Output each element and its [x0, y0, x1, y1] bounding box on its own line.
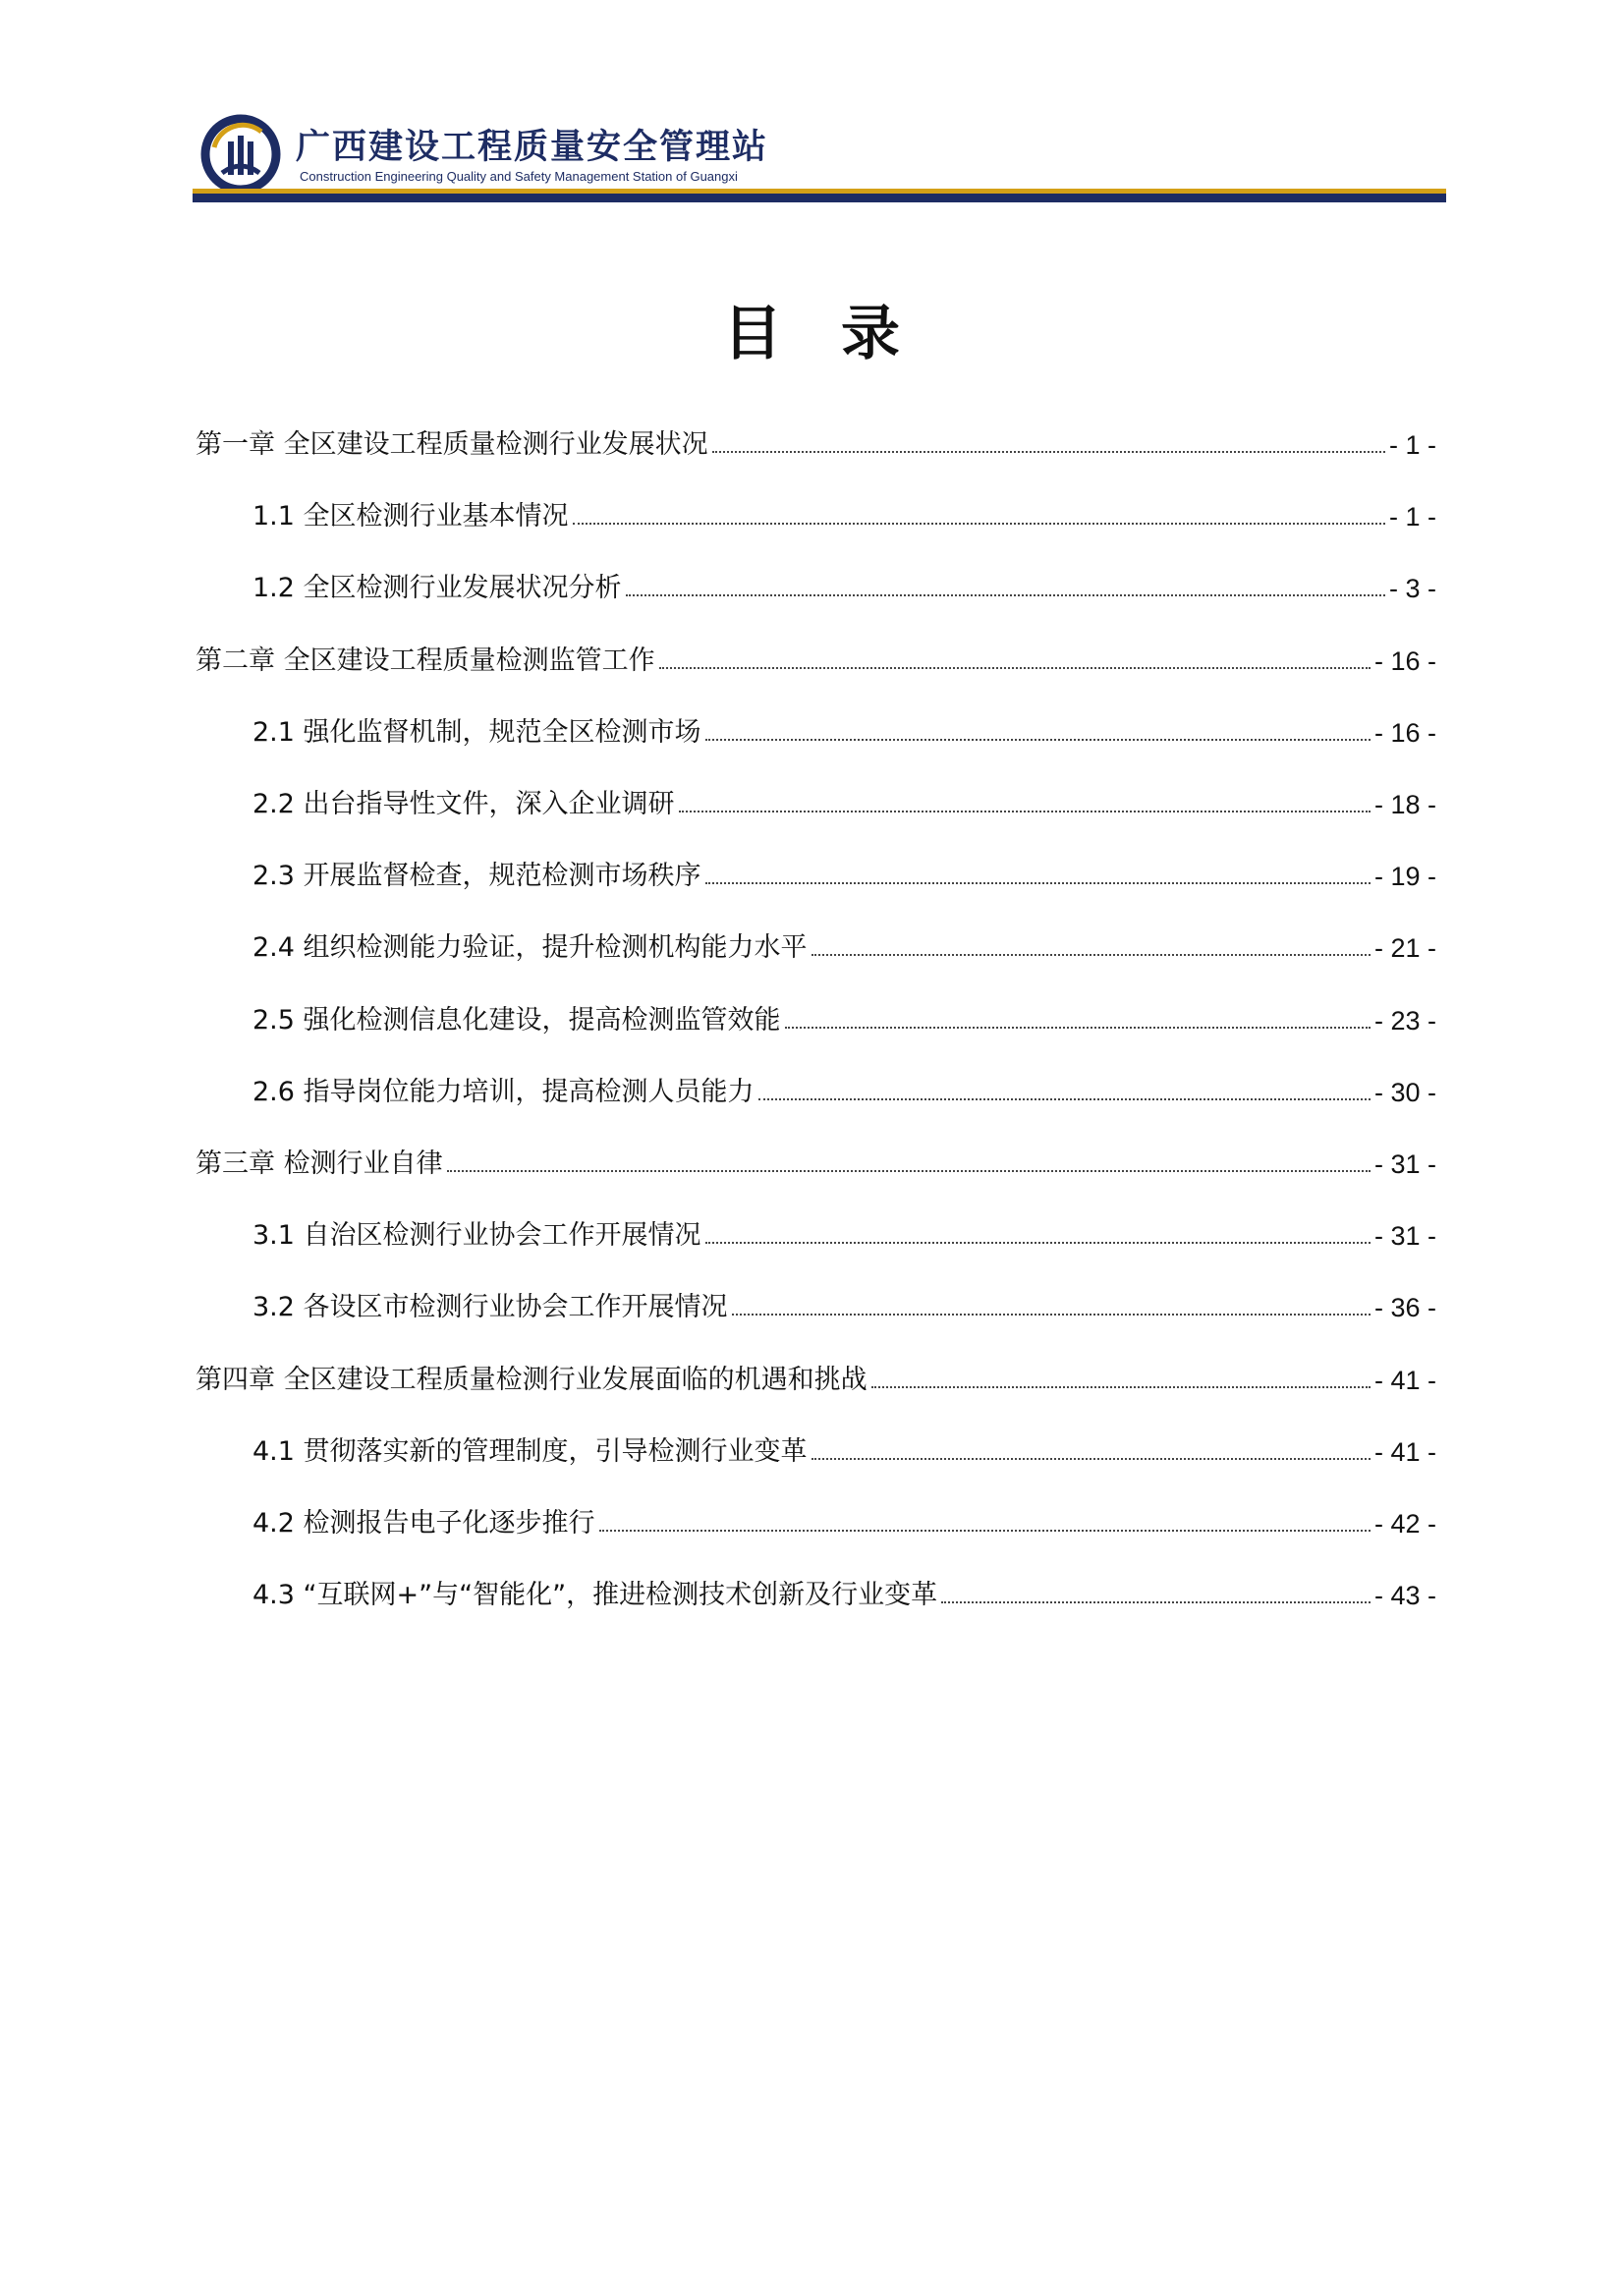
- toc-dot-leader: [705, 1241, 1371, 1244]
- toc-dot-leader: [599, 1529, 1371, 1532]
- toc-page-number: - 41 -: [1373, 1436, 1436, 1467]
- toc-entry-label: 2.1 强化监督机制，规范全区检测市场: [252, 716, 701, 748]
- toc-dot-leader: [812, 1457, 1371, 1460]
- toc-page-number: - 16 -: [1373, 717, 1436, 748]
- header-rule-navy: [193, 194, 1446, 202]
- toc-section-entry[interactable]: [252, 849, 1436, 892]
- toc-entry-label: 2.4 组织检测能力验证，提升检测机构能力水平: [252, 932, 808, 964]
- toc-entry-label: 3.1 自治区检测行业协会工作开展情况: [252, 1220, 701, 1252]
- toc-dot-leader: [626, 593, 1385, 596]
- toc-entry-label: 第二章 全区建设工程质量检测监管工作: [196, 644, 655, 676]
- toc-section-entry[interactable]: [252, 1065, 1436, 1108]
- toc-dot-leader: [785, 1026, 1371, 1029]
- toc-entry-label: 2.3 开展监督检查，规范检测市场秩序: [252, 861, 701, 892]
- toc-page-number: - 31 -: [1373, 1221, 1436, 1252]
- toc-dot-leader: [679, 810, 1371, 812]
- toc-dot-leader: [705, 738, 1371, 741]
- toc-chapter-entry[interactable]: [196, 1137, 1436, 1180]
- toc-section-entry[interactable]: [252, 1568, 1436, 1611]
- org-name-en: Construction Engineering Quality and Safety Management Station of Guangxi: [300, 169, 738, 184]
- toc-page-number: - 1 -: [1388, 430, 1436, 460]
- toc-entry-label: 3.2 各设区市检测行业协会工作开展情况: [252, 1292, 728, 1323]
- toc-entry-label: 4.2 检测报告电子化逐步推行: [252, 1508, 595, 1539]
- toc-dot-leader: [758, 1097, 1371, 1100]
- toc-page-number: - 42 -: [1373, 1509, 1436, 1539]
- toc-page-number: - 30 -: [1373, 1077, 1436, 1107]
- org-name-cn: 广西建设工程质量安全管理站: [296, 128, 769, 167]
- org-logo-icon: [200, 114, 281, 195]
- toc-page-number: - 43 -: [1373, 1581, 1436, 1611]
- toc-chapter-entry[interactable]: [196, 1353, 1436, 1396]
- toc-entry-label: 1.1 全区检测行业基本情况: [252, 501, 569, 532]
- toc-dot-leader: [941, 1600, 1371, 1603]
- toc-section-entry[interactable]: [252, 1280, 1436, 1323]
- toc-section-entry[interactable]: [252, 1496, 1436, 1540]
- page-title: 目 录: [723, 300, 900, 368]
- toc-dot-leader: [659, 666, 1371, 669]
- toc-dot-leader: [705, 881, 1371, 884]
- toc-section-entry[interactable]: [252, 993, 1436, 1036]
- toc-section-entry[interactable]: [252, 1425, 1436, 1468]
- toc-page-number: - 23 -: [1373, 1005, 1436, 1036]
- page-header: [193, 110, 1446, 208]
- toc-entry-label: 2.2 出台指导性文件，深入企业调研: [252, 789, 675, 819]
- toc-page-number: - 16 -: [1373, 645, 1436, 676]
- toc-page-number: - 19 -: [1373, 862, 1436, 892]
- toc-chapter-entry[interactable]: [196, 418, 1436, 461]
- toc-entry-label: 4.1 贯彻落实新的管理制度，引导检测行业变革: [252, 1435, 808, 1467]
- toc-section-entry[interactable]: [252, 921, 1436, 964]
- toc-section-entry[interactable]: [252, 777, 1436, 820]
- toc-entry-label: 4.3 “互联网+”与“智能化”，推进检测技术创新及行业变革: [252, 1580, 938, 1611]
- toc-page-number: - 1 -: [1388, 502, 1436, 532]
- toc-dot-leader: [871, 1385, 1371, 1388]
- toc-entry-label: 2.6 指导岗位能力培训，提高检测人员能力: [252, 1076, 755, 1107]
- toc-section-entry[interactable]: [252, 1208, 1436, 1252]
- toc-page-number: - 21 -: [1373, 933, 1436, 964]
- toc-dot-leader: [447, 1169, 1371, 1172]
- toc-entry-label: 第三章 检测行业自律: [196, 1148, 443, 1179]
- toc-page-number: - 3 -: [1388, 574, 1436, 604]
- toc-section-entry[interactable]: [252, 705, 1436, 749]
- toc-dot-leader: [712, 450, 1385, 453]
- toc-dot-leader: [573, 522, 1385, 525]
- toc-dot-leader: [812, 953, 1371, 956]
- toc-page-number: - 36 -: [1373, 1293, 1436, 1323]
- toc-section-entry[interactable]: [252, 489, 1436, 532]
- toc-page-number: - 31 -: [1373, 1149, 1436, 1179]
- toc-dot-leader: [732, 1313, 1371, 1316]
- toc-entry-label: 1.2 全区检测行业发展状况分析: [252, 573, 622, 604]
- toc-section-entry[interactable]: [252, 561, 1436, 604]
- toc-entry-label: 第四章 全区建设工程质量检测行业发展面临的机遇和挑战: [196, 1364, 867, 1395]
- toc-page-number: - 41 -: [1373, 1365, 1436, 1395]
- toc-entry-label: 2.5 强化检测信息化建设，提高检测监管效能: [252, 1004, 781, 1036]
- toc-page-number: - 18 -: [1373, 790, 1436, 819]
- toc-entry-label: 第一章 全区建设工程质量检测行业发展状况: [196, 429, 708, 460]
- toc-chapter-entry[interactable]: [196, 634, 1436, 677]
